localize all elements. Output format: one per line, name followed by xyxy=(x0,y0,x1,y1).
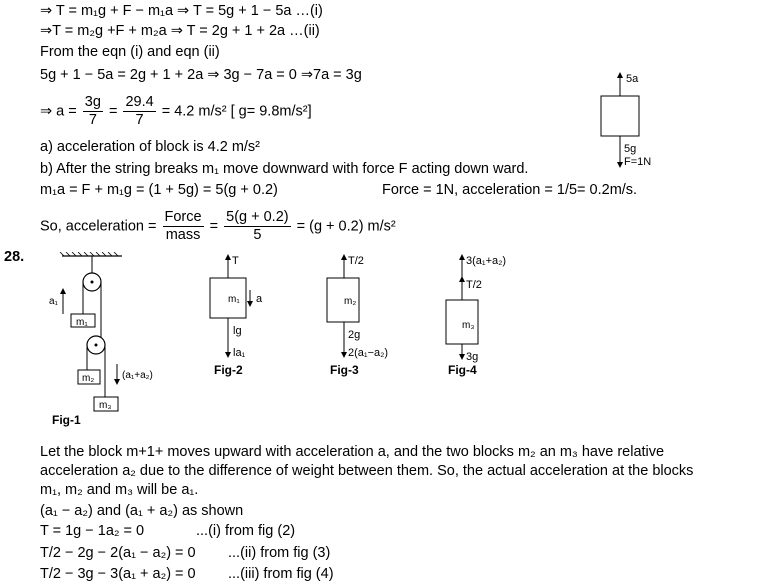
fig1-rel-accel-label: (a₁+a₂) xyxy=(122,370,153,381)
eq-line-4: 5g + 1 − 5a = 2g + 1 + 2a ⇒ 3g − 7a = 0 ⇒7a = 3g xyxy=(40,67,362,83)
label-f1n: F=1N xyxy=(624,156,652,168)
fig2-caption: Fig-2 xyxy=(214,363,243,377)
block-m1 xyxy=(601,96,639,136)
eq5-result: = 4.2 m/s² [ g= 9.8m/s²] xyxy=(161,103,312,120)
eq9-prefix: So, acceleration = xyxy=(40,218,157,235)
fig2-m1-fbd xyxy=(200,252,280,382)
fig4-accel-label: 3(a₁+a₂) xyxy=(466,255,507,267)
fig3-ma-label: 2(a₁−a₂) xyxy=(348,347,389,359)
fraction-5g-5 xyxy=(224,209,290,244)
fig2-accel-label: a xyxy=(256,293,263,305)
answer-a: a) acceleration of block is 4.2 m/s² xyxy=(40,139,261,155)
paragraph-line-1: Let the block m+1+ moves upward with acceleration a, and the two blocks m₂ an m₃ have relative xyxy=(40,444,665,460)
fraction-force-mass xyxy=(163,209,204,244)
fraction-numerator: 29.4 xyxy=(125,94,154,110)
fig1-m3-label: m₃ xyxy=(99,400,112,411)
fraction-29-4-7 xyxy=(123,94,155,129)
fraction-denominator: 7 xyxy=(135,112,144,128)
fraction-denominator: 5 xyxy=(253,227,262,243)
block-force-diagram xyxy=(590,68,680,173)
eq-line-9 xyxy=(40,209,396,244)
fig3-tension-label: T/2 xyxy=(348,255,364,267)
fig3-block-label: m₂ xyxy=(344,296,357,307)
fraction-numerator: Force xyxy=(164,209,202,225)
equals-sign: = xyxy=(209,218,219,235)
eq9-result: = (g + 0.2) m/s² xyxy=(296,218,396,235)
fig1-m2-label: m₂ xyxy=(82,373,95,384)
fig4-block-label: m₃ xyxy=(462,320,475,331)
eq-fig2: T = 1g − 1a₂ = 0 xyxy=(40,523,145,539)
fig2-block-label: m₁ xyxy=(228,294,240,305)
fig4-weight-label: 3g xyxy=(466,351,479,363)
eq-acc-note: (a₁ − a₂) and (a₁ + a₂) as shown xyxy=(40,503,244,519)
fig2-weight-label: lg xyxy=(233,325,242,337)
fraction-denominator: 7 xyxy=(88,112,97,128)
question-number: 28. xyxy=(4,249,25,265)
fig1-caption: Fig-1 xyxy=(52,413,81,427)
fraction-3g-7 xyxy=(83,94,103,129)
eq-line-8: m₁a = F + m₁g = (1 + 5g) = 5(g + 0.2) xyxy=(40,182,278,198)
fig3-m2-fbd xyxy=(310,252,410,382)
equals-sign: = xyxy=(108,103,118,120)
fig3-caption: Fig-3 xyxy=(330,363,359,377)
eq-line-1: ⇒ T = m₁g + F − m₁a ⇒ T = 5g + 1 − 5a …(i) xyxy=(40,3,323,19)
fraction-numerator: 3g xyxy=(84,94,101,110)
fig1-m1-label: m₁ xyxy=(76,317,88,328)
fig1-pulley-system xyxy=(40,252,180,427)
fig4-tension-label: T/2 xyxy=(466,279,482,291)
paragraph-line-2: acceleration a₂ due to the difference of weight between them. So, the actual acceleration at the blocks xyxy=(40,463,694,479)
answer-b: b) After the string breaks m₁ move downward with force F acting down ward. xyxy=(40,161,529,177)
paragraph-line-3: m₁, m₂ and m₃ will be a₁. xyxy=(40,482,199,498)
force-accel-note: Force = 1N, acceleration = 1/5= 0.2m/s. xyxy=(382,182,638,198)
eq-fig3: T/2 − 2g − 2(a₁ − a₂) = 0 xyxy=(40,545,196,561)
label-5g: 5g xyxy=(624,143,637,155)
fraction-numerator: 5(g + 0.2) xyxy=(226,209,289,225)
label-5a: 5a xyxy=(626,73,639,85)
eq-fig3-ref: ...(ii) from fig (3) xyxy=(228,545,331,561)
eq-line-2: ⇒T = m₂g +F + m₂a ⇒ T = 2g + 1 + 2a …(ii) xyxy=(40,23,320,39)
fig2-tension-label: T xyxy=(232,255,239,267)
fig1-a1-label: a₁ xyxy=(49,296,58,307)
fig4-caption: Fig-4 xyxy=(448,363,477,377)
fig4-m3-fbd xyxy=(432,252,542,382)
fraction-denominator: mass xyxy=(165,227,201,243)
eq-fig4-ref: ...(iii) from fig (4) xyxy=(228,566,334,582)
eq-fig2-ref: ...(i) from fig (2) xyxy=(196,523,296,539)
eq-fig4: T/2 − 3g − 3(a₁ + a₂) = 0 xyxy=(40,566,196,582)
fig3-weight-label: 2g xyxy=(348,329,361,341)
fig2-ma-label: la₁ xyxy=(233,347,246,359)
text-line-3: From the eqn (i) and eqn (ii) xyxy=(40,44,220,60)
eq5-prefix: ⇒ a = xyxy=(40,103,77,120)
eq-line-5 xyxy=(40,94,312,129)
